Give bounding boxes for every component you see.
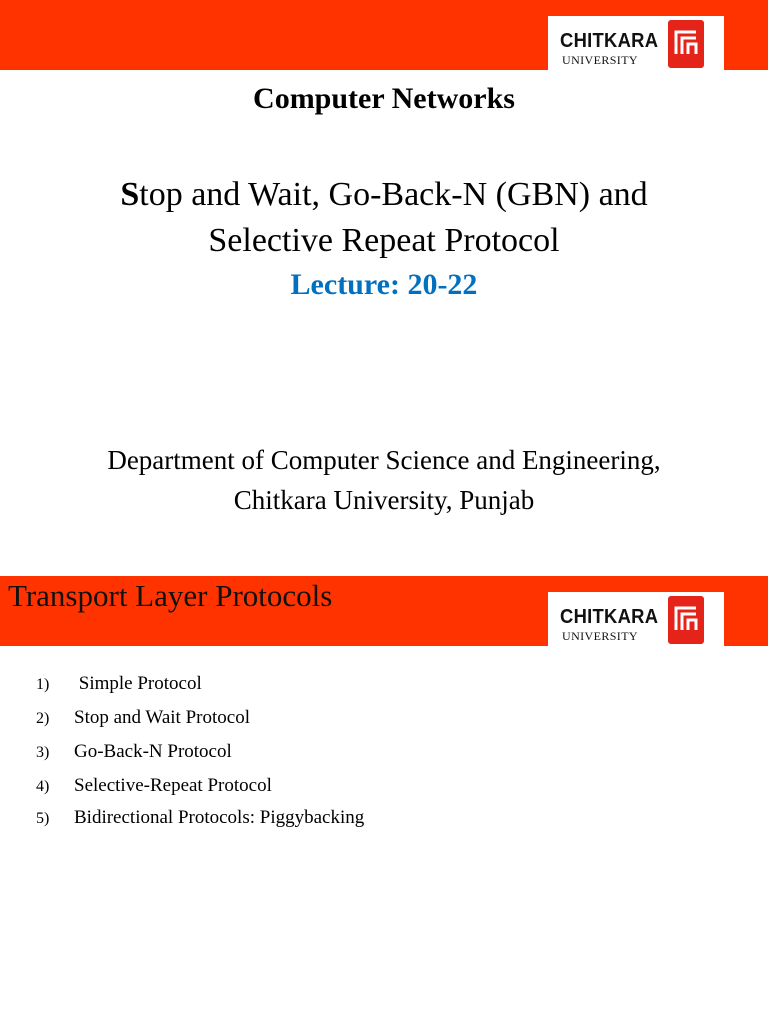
list-number: 3) bbox=[36, 744, 50, 761]
lecture-number: Lecture: 20-22 bbox=[290, 268, 478, 301]
list-label: Stop and Wait Protocol bbox=[74, 707, 250, 728]
list-item bbox=[36, 740, 364, 774]
department-line-2: Chitkara University, Punjab bbox=[233, 485, 535, 515]
main-title bbox=[0, 172, 768, 264]
department-info bbox=[0, 440, 768, 520]
list-label: Selective-Repeat Protocol bbox=[74, 775, 272, 796]
list-item bbox=[36, 672, 364, 706]
logo-subtitle: UNIVERSITY bbox=[562, 629, 638, 643]
list-number: 4) bbox=[36, 778, 50, 795]
list-label: Go-Back-N Protocol bbox=[74, 741, 232, 762]
main-title-line-1-rest: top and Wait, Go-Back-N (GBN) and bbox=[139, 176, 648, 213]
list-number: 1) bbox=[36, 676, 50, 693]
protocol-list bbox=[36, 672, 364, 840]
main-title-line-1 bbox=[0, 172, 768, 218]
list-number: 2) bbox=[36, 710, 50, 727]
list-label: Simple Protocol bbox=[74, 673, 202, 694]
slide-title: Transport Layer Protocols bbox=[8, 578, 333, 613]
logo-mark-icon bbox=[668, 596, 704, 644]
logo-mark-icon bbox=[668, 20, 704, 68]
list-item bbox=[36, 706, 364, 740]
logo-wordmark: CHITKARA bbox=[560, 606, 659, 628]
main-title-first-letter: S bbox=[120, 176, 140, 213]
list-label: Bidirectional Protocols: Piggybacking bbox=[74, 807, 365, 828]
logo-wordmark: CHITKARA bbox=[560, 30, 659, 52]
course-title: Computer Networks bbox=[253, 82, 515, 115]
university-logo bbox=[548, 16, 724, 72]
list-item bbox=[36, 774, 364, 808]
department-line-1: Department of Computer Science and Engineering, bbox=[107, 445, 661, 475]
logo-subtitle: UNIVERSITY bbox=[562, 53, 638, 67]
main-title-line-2: Selective Repeat Protocol bbox=[208, 222, 560, 259]
university-logo bbox=[548, 592, 724, 648]
list-item bbox=[36, 806, 364, 840]
list-number: 5) bbox=[36, 810, 50, 827]
